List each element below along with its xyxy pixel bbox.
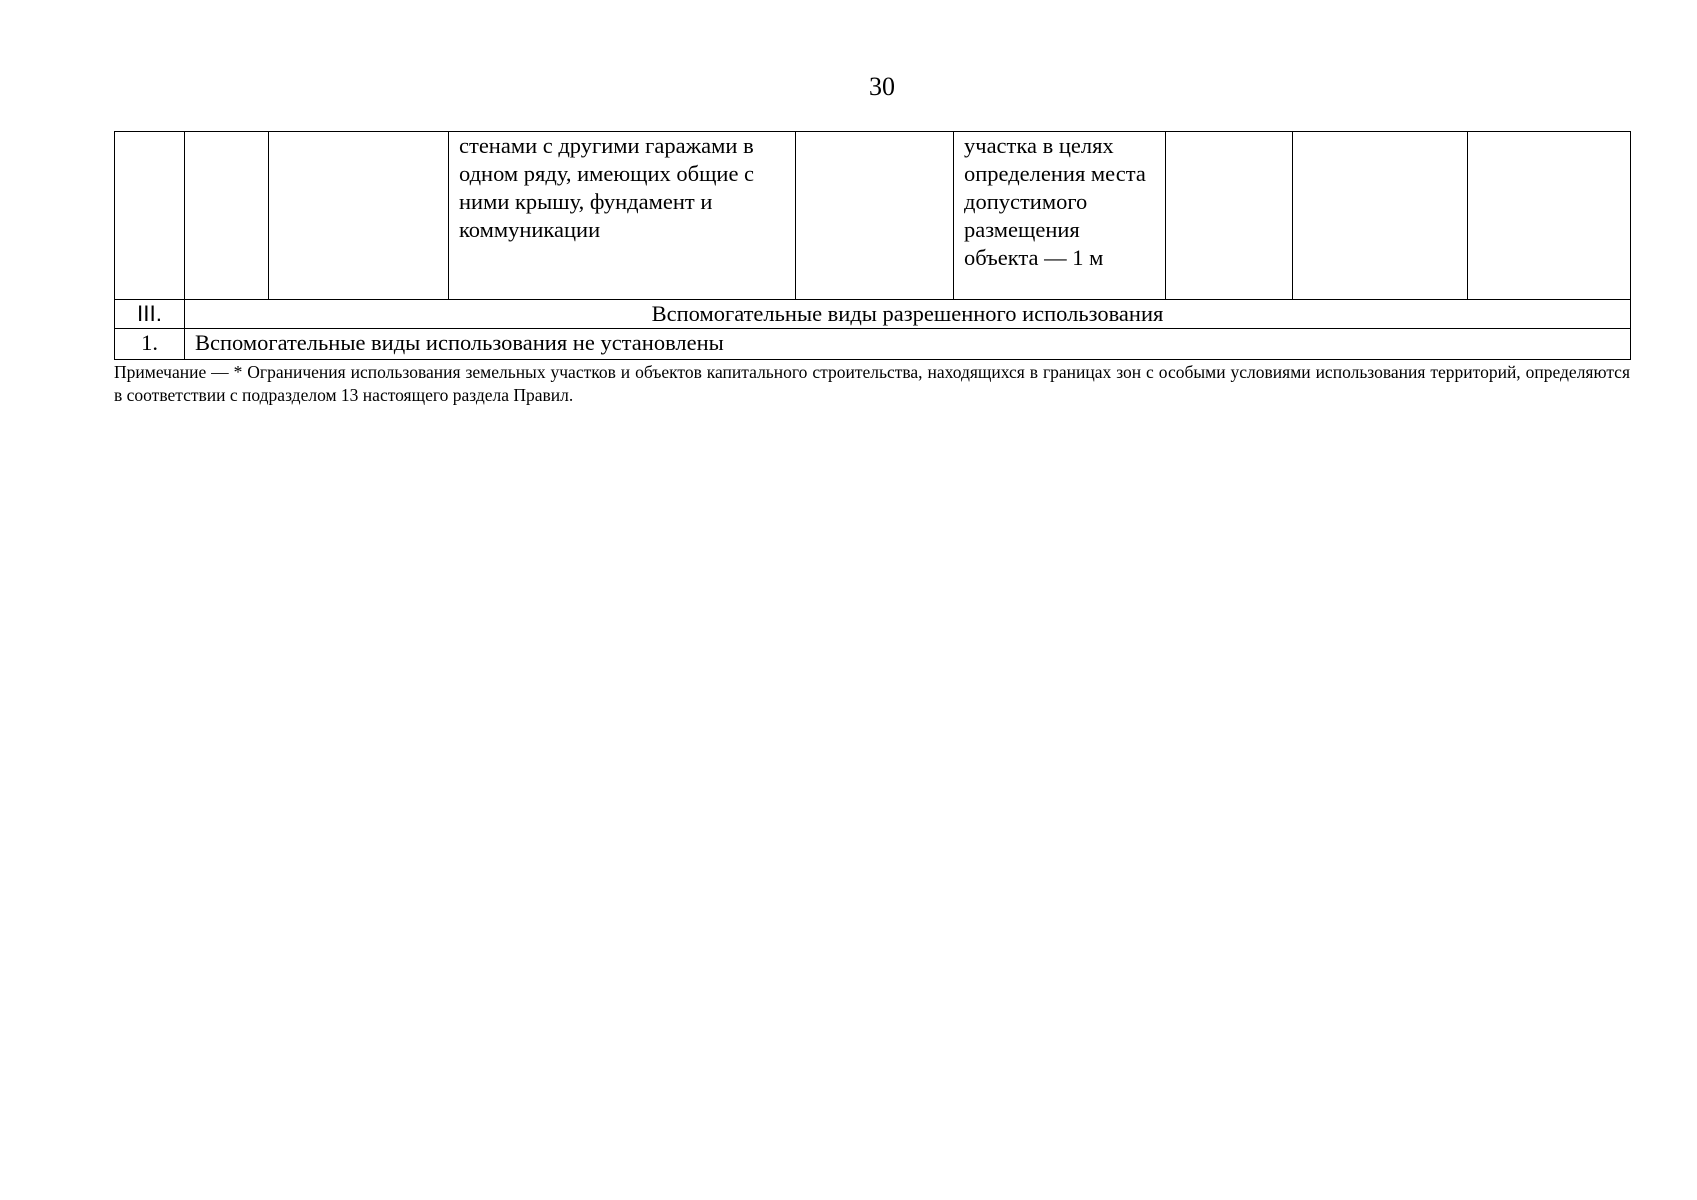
table-cell (269, 132, 449, 300)
item-number: 1. (115, 329, 185, 360)
table-cell (1468, 132, 1631, 300)
table-cell (796, 132, 954, 300)
section-title: Вспомогательные виды разрешенного использования (185, 300, 1631, 329)
section-row (115, 300, 1631, 329)
continuation-row (115, 132, 1631, 300)
garage-description-cell: стенами с другими гаражами в одном ряду, имеющих общие с ними крышу, фундамент и коммуникации (449, 132, 796, 300)
table-cell (115, 132, 185, 300)
section-number: III. (115, 300, 185, 329)
item-text: Вспомогательные виды использования не установлены (185, 329, 1631, 360)
footnote: Примечание — * Ограничения использования земельных участков и объектов капитального строительства, находящихся в границах зон с особыми условиями использования территорий, определяются в соответствии с подразделом 13 настоящего раздела Правил. (114, 362, 1630, 405)
table-cell (185, 132, 269, 300)
table-cell (1293, 132, 1468, 300)
page-number: 30 (869, 72, 895, 101)
zoning-table (114, 131, 1631, 360)
table-cell (1166, 132, 1293, 300)
table-row (115, 329, 1631, 360)
setback-parameter-cell: участка в целях определения места допустимого размещения объекта — 1 м (954, 132, 1166, 300)
